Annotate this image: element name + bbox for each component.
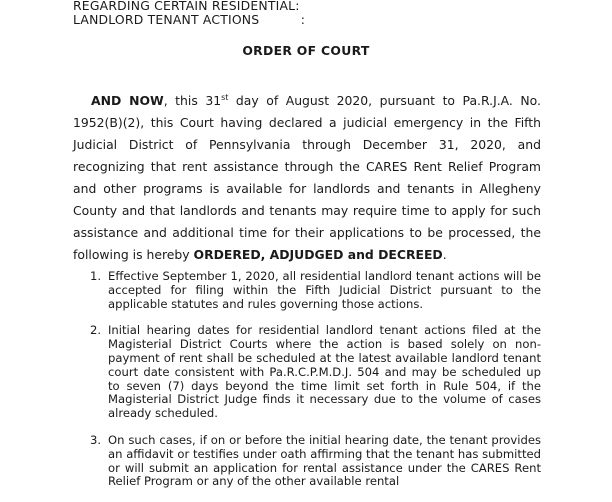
intro-ordinal: st: [221, 93, 229, 103]
order-item-number: 1.: [90, 269, 102, 283]
order-items-list: [73, 270, 541, 502]
order-item-3: [73, 434, 541, 489]
order-item-2: [73, 324, 541, 421]
intro-text-1: , this 31: [163, 93, 222, 109]
order-item-1: [73, 270, 541, 311]
caption-line-1: REGARDING CERTAIN RESIDENTIAL:: [73, 0, 300, 13]
order-item-text: On such cases, if on or before the initial hearing date, the tenant provides an affidavit or testifies under oath affirming that the tenant has submitted or will submit an application for rental assistance under the CARES Rent Relief Program or any of the other available rental: [108, 432, 541, 489]
document-title: ORDER OF COURT: [242, 43, 370, 58]
intro-end: .: [442, 247, 447, 263]
intro-text-2: day of August 2020, pursuant to Pa.R.J.A. No. 1952(B)(2), this Court having declared a judicial emergency in the Fifth Judicial District of Pennsylvania through December 31, 2020, and recognizing that rent assistance through the CARES Rent Relief Program and other programs is available for landlords and tenants in Allegheny County and that landlords and tenants may require time to apply for such assistance and additional time for their applications to be processed, the following is hereby: [73, 93, 541, 263]
order-item-text: Initial hearing dates for residential landlord tenant actions filed at the Magisterial District Courts where the action is based solely on non-payment of rent shall be scheduled at the latest available landlord tenant court date consistent with Pa.R.C.P.M.D.J. 504 and may be scheduled up to seven (7) days beyond the time limit set forth in Rule 504, if the Magisterial District Judge finds it necessary due to the volume of cases already scheduled.: [108, 323, 541, 421]
order-item-number: 2.: [90, 323, 102, 338]
caption-line-2: LANDLORD TENANT ACTIONS :: [73, 12, 306, 27]
order-item-number: 3.: [90, 432, 102, 447]
intro-lead: AND NOW: [91, 93, 164, 109]
intro-decree: ORDERED, ADJUDGED and DECREED: [193, 247, 443, 263]
intro-paragraph: [73, 90, 541, 266]
order-item-text: Effective September 1, 2020, all residential landlord tenant actions will be accepted for filing within the Fifth Judicial District pursuant to the applicable statutes and rules governing those actions.: [108, 269, 541, 311]
